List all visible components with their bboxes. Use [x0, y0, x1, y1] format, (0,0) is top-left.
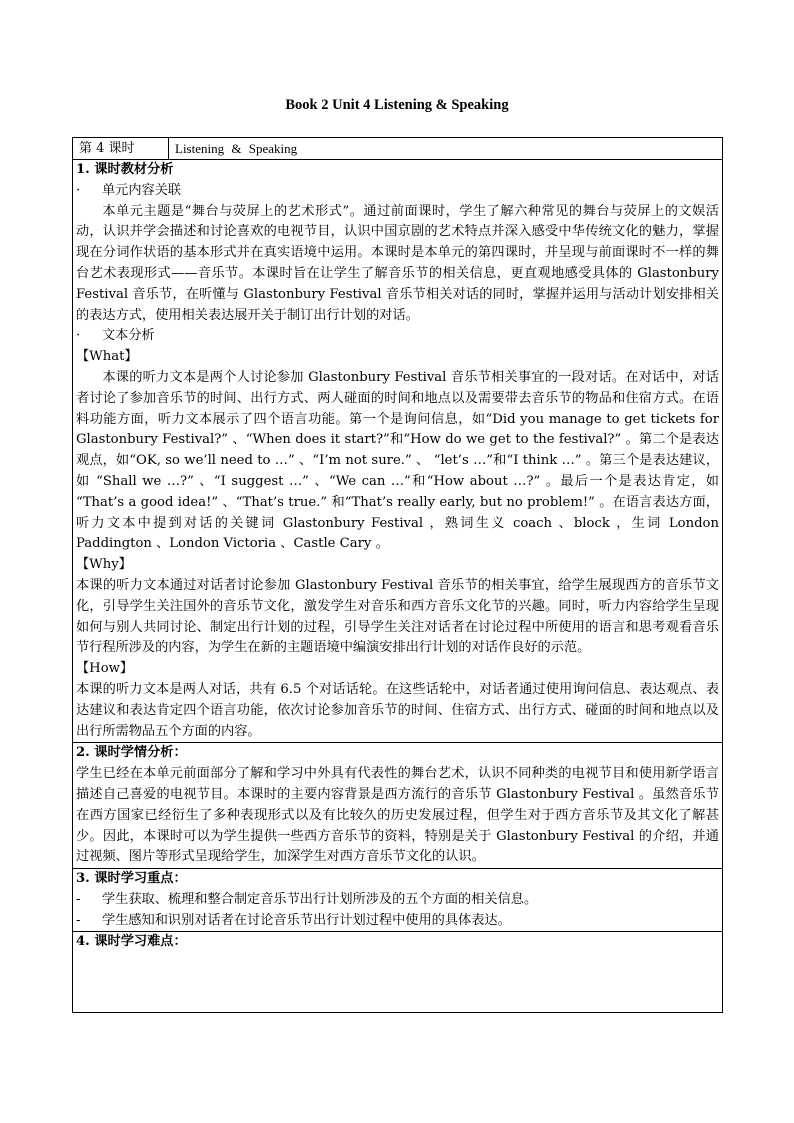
dash-icon: -	[76, 912, 81, 928]
section-heading: 4. 课时学习难点：	[76, 934, 187, 950]
section-key-points	[73, 869, 722, 932]
lesson-number: 第 4 课时	[73, 138, 169, 159]
bullet-unit-link	[76, 181, 719, 202]
paragraph-how: 本课的听力文本是两人对话，共有 6.5 个对话话轮。在这些话轮中，对话者通过使用询问信息、表达观点、表达建议和表达肯定四个语言功能，依次讨论参加音乐节的时间、住宿方式、出行方式、碰面的时间和地点以及出行所需物品五个方面的内容。	[76, 681, 719, 739]
list-item	[76, 911, 719, 932]
bullet-label: 文本分析	[102, 328, 155, 344]
lesson-topic: Listening & Speaking	[175, 141, 298, 156]
section-heading: 1. 课时教材分析	[76, 162, 174, 177]
tag-how: 【How】	[76, 661, 134, 677]
section-material-analysis	[73, 160, 722, 743]
tag-what: 【What】	[76, 349, 138, 365]
paragraph-unit-link: 本单元主题是“舞台与荧屏上的艺术形式”。通过前面课时，学生了解六种常见的舞台与荧屏上的文娱活动，认识并学会描述和讨论喜欢的电视节目，认识中国京剧的艺术特点并深入感受中华传统文化的魅力，掌握现在分词作状语的基本形式并在真实语境中运用。本课时是本单元的第四课时，并呈现与前面课时不一样的舞台艺术表现形式——音乐节。本课时旨在让学生了解音乐节的相关信息，更直观地感受具体的 Glastonbury Festival 音乐节，在听懂与 Glastonbury Festival 音乐节相关对话的同时，掌握并运用与活动计划安排相关的表达方式，使用相关表达展开关于制订出行计划的对话。	[76, 203, 719, 323]
section-learner-analysis	[73, 743, 722, 869]
list-item-text: 学生感知和识别对话者在讨论音乐节出行计划过程中使用的具体表达。	[102, 912, 511, 928]
page-title: Book 2 Unit 4 Listening & Speaking	[285, 97, 509, 113]
section-heading: 2. 课时学情分析：	[76, 745, 187, 761]
bullet-icon: ·	[76, 328, 81, 344]
bullet-icon: ·	[76, 182, 81, 198]
tag-why: 【Why】	[76, 557, 132, 573]
paragraph-why: 本课的听力文本通过对话者讨论参加 Glastonbury Festival 音乐节的相关事宜，给学生展现西方的音乐节文化，引导学生关注国外的音乐节文化，激发学生对音乐和西方音乐文化节的兴趣。同时，听力内容给学生呈现如何与别人共同讨论、制定出行计划的过程，引导学生关注对话者在讨论过程中所使用的语言和思考观看音乐节行程所涉及的内容，为学生在新的主题语境中编演安排出行计划的对话作良好的示范。	[76, 577, 719, 656]
list-item-text: 学生获取、梳理和整合制定音乐节出行计划所涉及的五个方面的相关信息。	[102, 891, 538, 907]
section-heading: 3. 课时学习重点：	[76, 871, 187, 887]
lesson-table	[72, 137, 723, 1013]
bullet-text-analysis	[76, 326, 719, 347]
paragraph-learner: 学生已经在本单元前面部分了解和学习中外具有代表性的舞台艺术，认识不同种类的电视节目和使用新学语言描述自己喜爱的电视节目。本课时的主要内容背景是西方流行的音乐节 Glastonbury Festival 。虽然音乐节在西方国家已经衍生了多种表现形式以及有比较久的历史发展过程，但学生对于西方音乐节及其文化了解甚少。因此，本课时可以为学生提供一些西方音乐节的资料，特别是关于 Glastonbury Festival 的介绍，并通过视频、图片等形式呈现给学生，加深学生对西方音乐节文化的认识。	[76, 766, 719, 865]
dash-icon: -	[76, 891, 81, 907]
paragraph-what: 本课的听力文本是两个人讨论参加 Glastonbury Festival 音乐节相关事宜的一段对话。在对话中，对话者讨论了参加音乐节的时间、出行方式、两人碰面的时间和地点以及需要带去音乐节的物品和住宿方式。在语料功能方面，听力文本展示了四个语言功能。第一个是询问信息，如“Did you manage to get tickets for Glastonbury Festival?” 、“When does it start?”和“How do we get to the festival?” 。第二个是表达观点，如“OK, so we’ll need to …” 、“I’m not sure.” 、 “let’s …”和“I think …” 。第三个是表达建议，如 “Shall we …?” 、“I suggest …” 、“We can …”和“How about …?” 。最后一个是表达肯定，如 “That’s a good idea!” 、“That’s true.” 和“That’s really early, but no problem!” 。在语言表达方面，听力文本中提到对话的关键词 Glastonbury Festival ，熟词生义 coach 、block ，生词 London Paddington 、London Victoria 、Castle Cary 。	[76, 369, 719, 552]
section-difficulties	[73, 932, 722, 953]
list-item	[76, 890, 719, 911]
header-row	[73, 138, 722, 160]
bullet-label: 单元内容关联	[102, 182, 182, 198]
